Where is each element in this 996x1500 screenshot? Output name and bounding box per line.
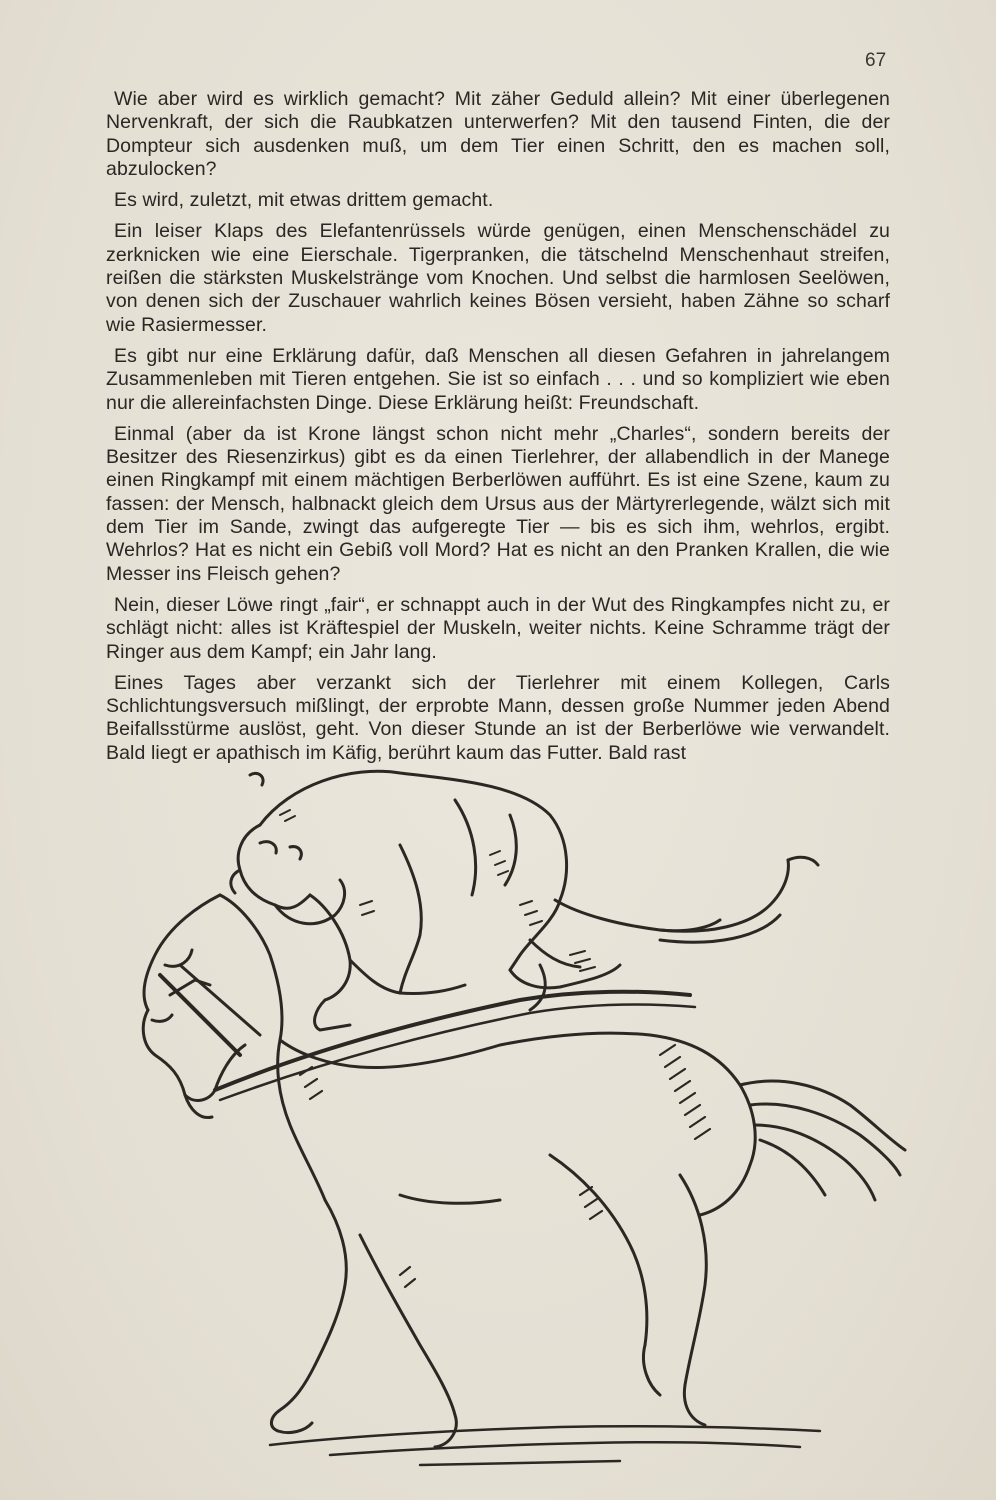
paragraph-4: Es gibt nur eine Erklärung dafür, daß Menschen all diesen Gefahren in jahrelangem Zusammenleben mit Tieren entgehen. Sie ist so einfach . . . und so kompliziert wie eben nur die allereinfachsten Dinge. Diese Erklärung heißt: Freundschaft. (106, 344, 890, 414)
paragraph-6: Nein, dieser Löwe ringt „fair“, er schnappt auch in der Wut des Ringkampfes nicht zu, er schlägt nicht: alles ist Kräftespiel der Muskeln, weiter nichts. Keine Schramme trägt der Ringer aus dem Kampf; ein Jahr lang. (106, 593, 890, 663)
body-text (106, 88, 890, 773)
lion-riding-horse-illustration (100, 755, 930, 1475)
woodcut-drawing (100, 755, 930, 1475)
page-number: 67 (865, 50, 887, 71)
paragraph-1: Wie aber wird es wirklich gemacht? Mit zäher Geduld allein? Mit einer überlegenen Nervenkraft, der sich die Raubkatzen unterwerfen? Mit den tausend Finten, die der Dompteur sich ausdenken muß, um dem Tier einen Schritt, den es machen soll, abzulocken? (106, 88, 890, 180)
paragraph-3: Ein leiser Klaps des Elefantenrüssels würde genügen, einen Menschenschädel zu zerknicken wie eine Eierschale. Tigerpranken, die tätschelnd Menschenhaut streifen, reißen die stärksten Muskelstränge vom Knochen. Und selbst die harmlosen Seelöwen, von denen sich der Zuschauer wahrlich keines Bösen versieht, haben Zähne so scharf wie Rasiermesser. (106, 220, 890, 336)
horse-body (271, 1033, 755, 1447)
paragraph-7: Eines Tages aber verzankt sich der Tierlehrer mit einem Kollegen, Carls Schlichtungsversuch mißlingt, der erprobte Mann, dessen große Nummer jeden Abend Beifallsstürme auslöst, geht. Von dieser Stunde an ist der Berberlöwe wie verwandelt. Bald liegt er apathisch im Käfig, berührt kaum das Futter. Bald rast (106, 671, 890, 764)
horse-figure (143, 895, 695, 1118)
horse-hatching (300, 1045, 710, 1287)
lion-hatching (280, 810, 595, 971)
horse-tail (740, 1081, 905, 1200)
ground-lines (270, 1426, 820, 1465)
paragraph-5: Einmal (aber da ist Krone längst schon nicht mehr „Charles“, sondern bereits der Besitzer des Riesenzirkus) gibt es da einen Tierlehrer, der allabendlich in der Manege einen Ringkampf mit einem mächtigen Berberlöwen aufführt. Es ist eine Szene, kaum zu fassen: der Mensch, halbnackt gleich dem Ursus aus der Märtyrerlegende, wälzt sich mit dem Tier im Sande, zwingt das aufgeregte Tier — bis es sich ihm, wehrlos, ergibt. Wehrlos? Hat es nicht ein Gebiß voll Mord? Hat es nicht an den Pranken Krallen, die wie Messer ins Fleisch gehen? (106, 422, 890, 585)
paragraph-2: Es wird, zuletzt, mit etwas drittem gemacht. (114, 189, 494, 212)
